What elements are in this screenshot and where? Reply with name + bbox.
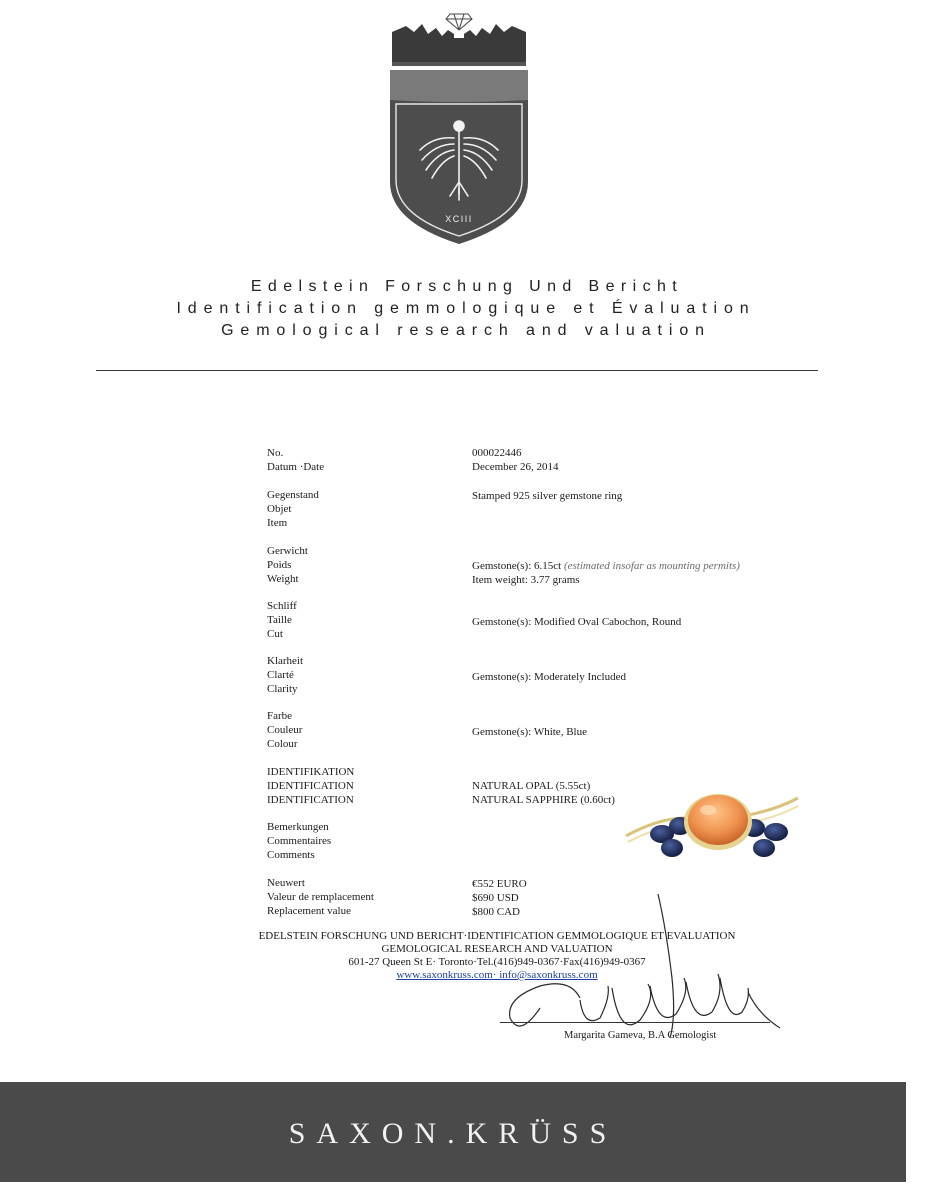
weight-gemstone-value [472,559,740,573]
value-cad: $800 CAD [472,906,520,918]
cut-label-de: Schliff [267,600,297,612]
header-line-english: Gemological research and valuation [221,322,711,339]
weight-label-de: Gerwicht [267,545,308,557]
date-label: Datum ·Date [267,461,325,473]
weight-label-en: Weight [267,573,299,585]
lab-name-line: EDELSTEIN FORSCHUNG UND BERICHT·IDENTIFICATION GEMMOLOGIQUE ET EVALUATION [258,930,736,942]
clarity-label-en: Clarity [267,683,298,695]
weight-gemstone-text: Gemstone(s): 6.15ct [472,560,562,572]
comments-label-en: Comments [267,849,315,861]
identification-value-opal: NATURAL OPAL (5.55ct) [472,780,591,792]
value-label-en: Replacement value [267,905,351,917]
weight-label-fr: Poids [267,559,292,571]
crest-logo [384,4,534,248]
header-line-german: Edelstein Forschung Und Bericht [250,278,684,295]
cut-label-en: Cut [267,628,283,640]
item-weight-value: Item weight: 3.77 grams [472,574,580,586]
signature-line [500,1022,770,1023]
lab-website-links[interactable]: www.saxonkruss.com· info@saxonkruss.com [396,969,598,981]
clarity-value: Gemstone(s): Moderately Included [472,671,626,683]
diamond-icon [446,14,472,30]
lab-address-line: 601-27 Queen St E· Toronto·Tel.(416)949-0367·Fax(416)949-0367 [348,956,646,968]
ring-image [622,776,802,878]
colour-label-fr: Couleur [267,724,303,736]
value-usd: $690 USD [472,892,519,904]
cut-value: Gemstone(s): Modified Oval Cabochon, Round [472,616,682,628]
brand-name: SAXON.KRÜSS [288,1117,618,1150]
comments-label-fr: Commentaires [267,835,332,847]
cut-label-fr: Taille [267,614,292,626]
certificate-date: December 26, 2014 [472,461,559,473]
item-value: Stamped 925 silver gemstone ring [472,490,623,502]
header-divider [96,370,818,371]
header-line-french: Identification gemmologique et Évaluation [176,300,756,317]
certificate-number: 000022446 [472,447,522,459]
value-label-fr: Valeur de remplacement [267,891,374,903]
lab-subtitle-line: GEMOLOGICAL RESEARCH AND VALUATION [381,943,613,955]
no-label: No. [267,447,284,459]
comments-label-de: Bemerkungen [267,821,329,833]
colour-label-en: Colour [267,738,298,750]
clarity-label-fr: Clarté [267,669,294,681]
value-eur: €552 EURO [472,878,527,890]
identification-label-fr: IDENTIFICATION [267,780,354,792]
identification-label-de: IDENTIFIKATION [267,766,355,778]
colour-label-de: Farbe [267,710,293,722]
item-label-fr: Objet [267,503,292,515]
value-label-de: Neuwert [267,877,305,889]
item-label-en: Item [267,517,288,529]
identification-label-en: IDENTIFICATION [267,794,354,806]
colour-value: Gemstone(s): White, Blue [472,726,587,738]
identification-value-sapphire: NATURAL SAPPHIRE (0.60ct) [472,794,615,806]
crest-numeral: XCIII [445,214,473,224]
clarity-label-de: Klarheit [267,655,304,667]
item-label-de: Gegenstand [267,489,319,501]
gemologist-name: Margarita Gameva, B.A Gemologist [564,1030,717,1041]
weight-note: (estimated insofar as mounting permits) [563,560,740,572]
